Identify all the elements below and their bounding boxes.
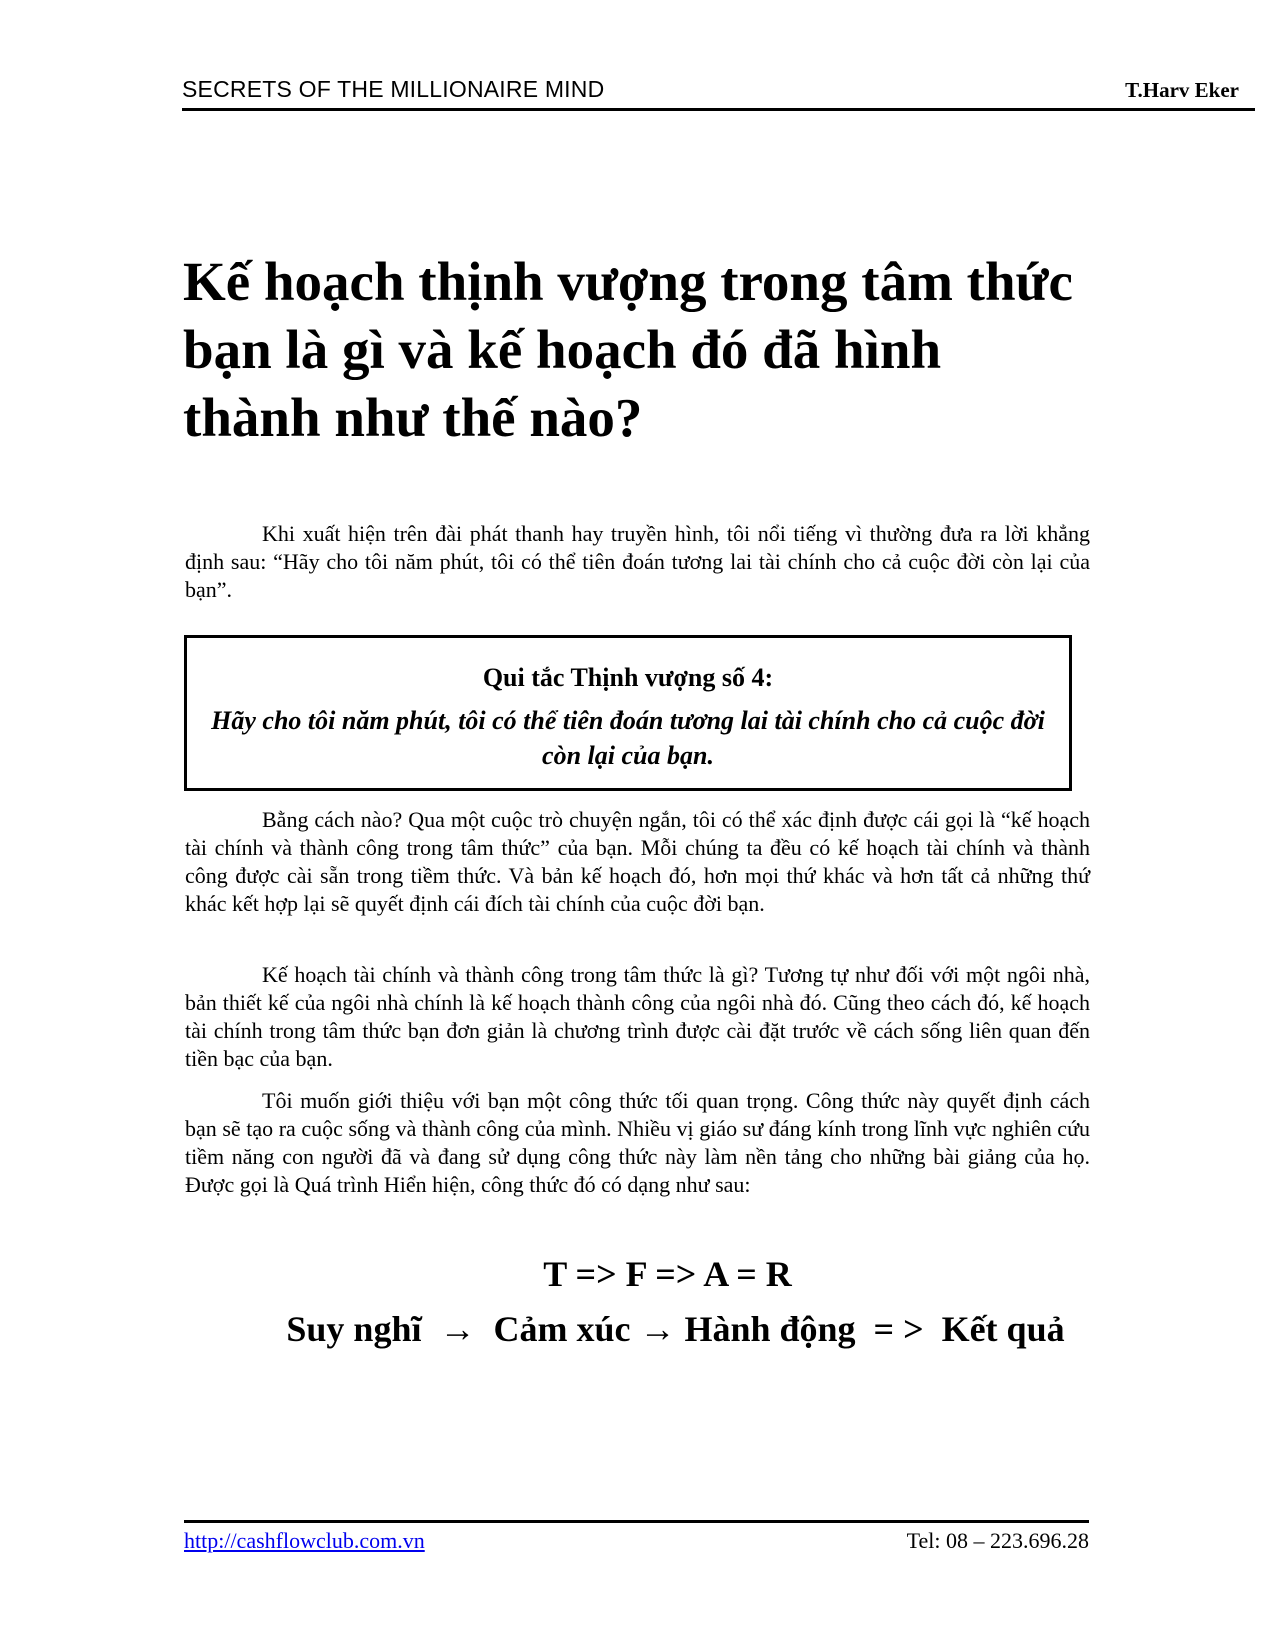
formula-words: Suy nghĩ → Cảm xúc → Hành động = > Kết quả — [286, 1309, 1065, 1349]
paragraph: Khi xuất hiện trên đài phát thanh hay truyền hình, tôi nổi tiếng vì thường đưa ra lời khẳng định sau: “Hãy cho tôi năm phút, tôi có thể tiên đoán tương lai tài chính cho cả cuộc đời còn lại của bạn”. — [185, 521, 1090, 602]
book-title: SECRETS OF THE MILLIONAIRE MIND — [182, 76, 605, 102]
chapter-title: Kế hoạch thịnh vượng trong tâm thức bạn là gì và kế hoạch đó đã hình thành như thế nào? — [183, 251, 1073, 448]
author-name: T.Harv Eker — [1125, 78, 1239, 102]
paragraph: Tôi muốn giới thiệu với bạn một công thức tối quan trọng. Công thức này quyết định cách bạn sẽ tạo ra cuộc sống và thành công của mình. Nhiều vị giáo sư đáng kính trong lĩnh vực nghiên cứu tiềm năng con người đã và đang sử dụng công thức này làm nền tảng cho những bài giảng của họ. Được gọi là Quá trình Hiển hiện, công thức đó có dạng như sau: — [185, 1088, 1090, 1197]
formula-symbolic: T => F => A = R — [543, 1254, 792, 1294]
paragraph: Kế hoạch tài chính và thành công trong tâm thức là gì? Tương tự như đối với một ngôi nhà, bản thiết kế của ngôi nhà chính là kế hoạch thành công của ngôi nhà đó. Cũng theo cách đó, kế hoạch tài chính trong tâm thức bạn đơn giản là chương trình được cài đặt trước về cách sống liên quan đến tiền bạc của bạn. — [185, 962, 1090, 1071]
rule-title: Qui tắc Thịnh vượng số 4: — [482, 663, 774, 692]
paragraph: Bằng cách nào? Qua một cuộc trò chuyện ngắn, tôi có thể xác định được cái gọi là “kế hoạch tài chính và thành công trong tâm thức” của bạn. Mỗi chúng ta đều có kế hoạch tài chính và thành công được cài sẵn trong tiềm thức. Và bản kế hoạch đó, hơn mọi thứ khác và hơn tất cả những thứ khác kết hợp lại sẽ quyết định cái đích tài chính của cuộc đời bạn. — [185, 807, 1090, 916]
rule-callout-box — [184, 635, 1072, 791]
page-header — [182, 72, 1255, 111]
phone-number: Tel: 08 – 223.696.28 — [906, 1528, 1089, 1553]
website-link[interactable]: http://cashflowclub.com.vn — [184, 1528, 425, 1553]
footer-divider — [184, 1520, 1089, 1523]
rule-text: Hãy cho tôi năm phút, tôi có thể tiên đoán tương lai tài chính cho cả cuộc đời còn lại của bạn. — [211, 706, 1045, 770]
